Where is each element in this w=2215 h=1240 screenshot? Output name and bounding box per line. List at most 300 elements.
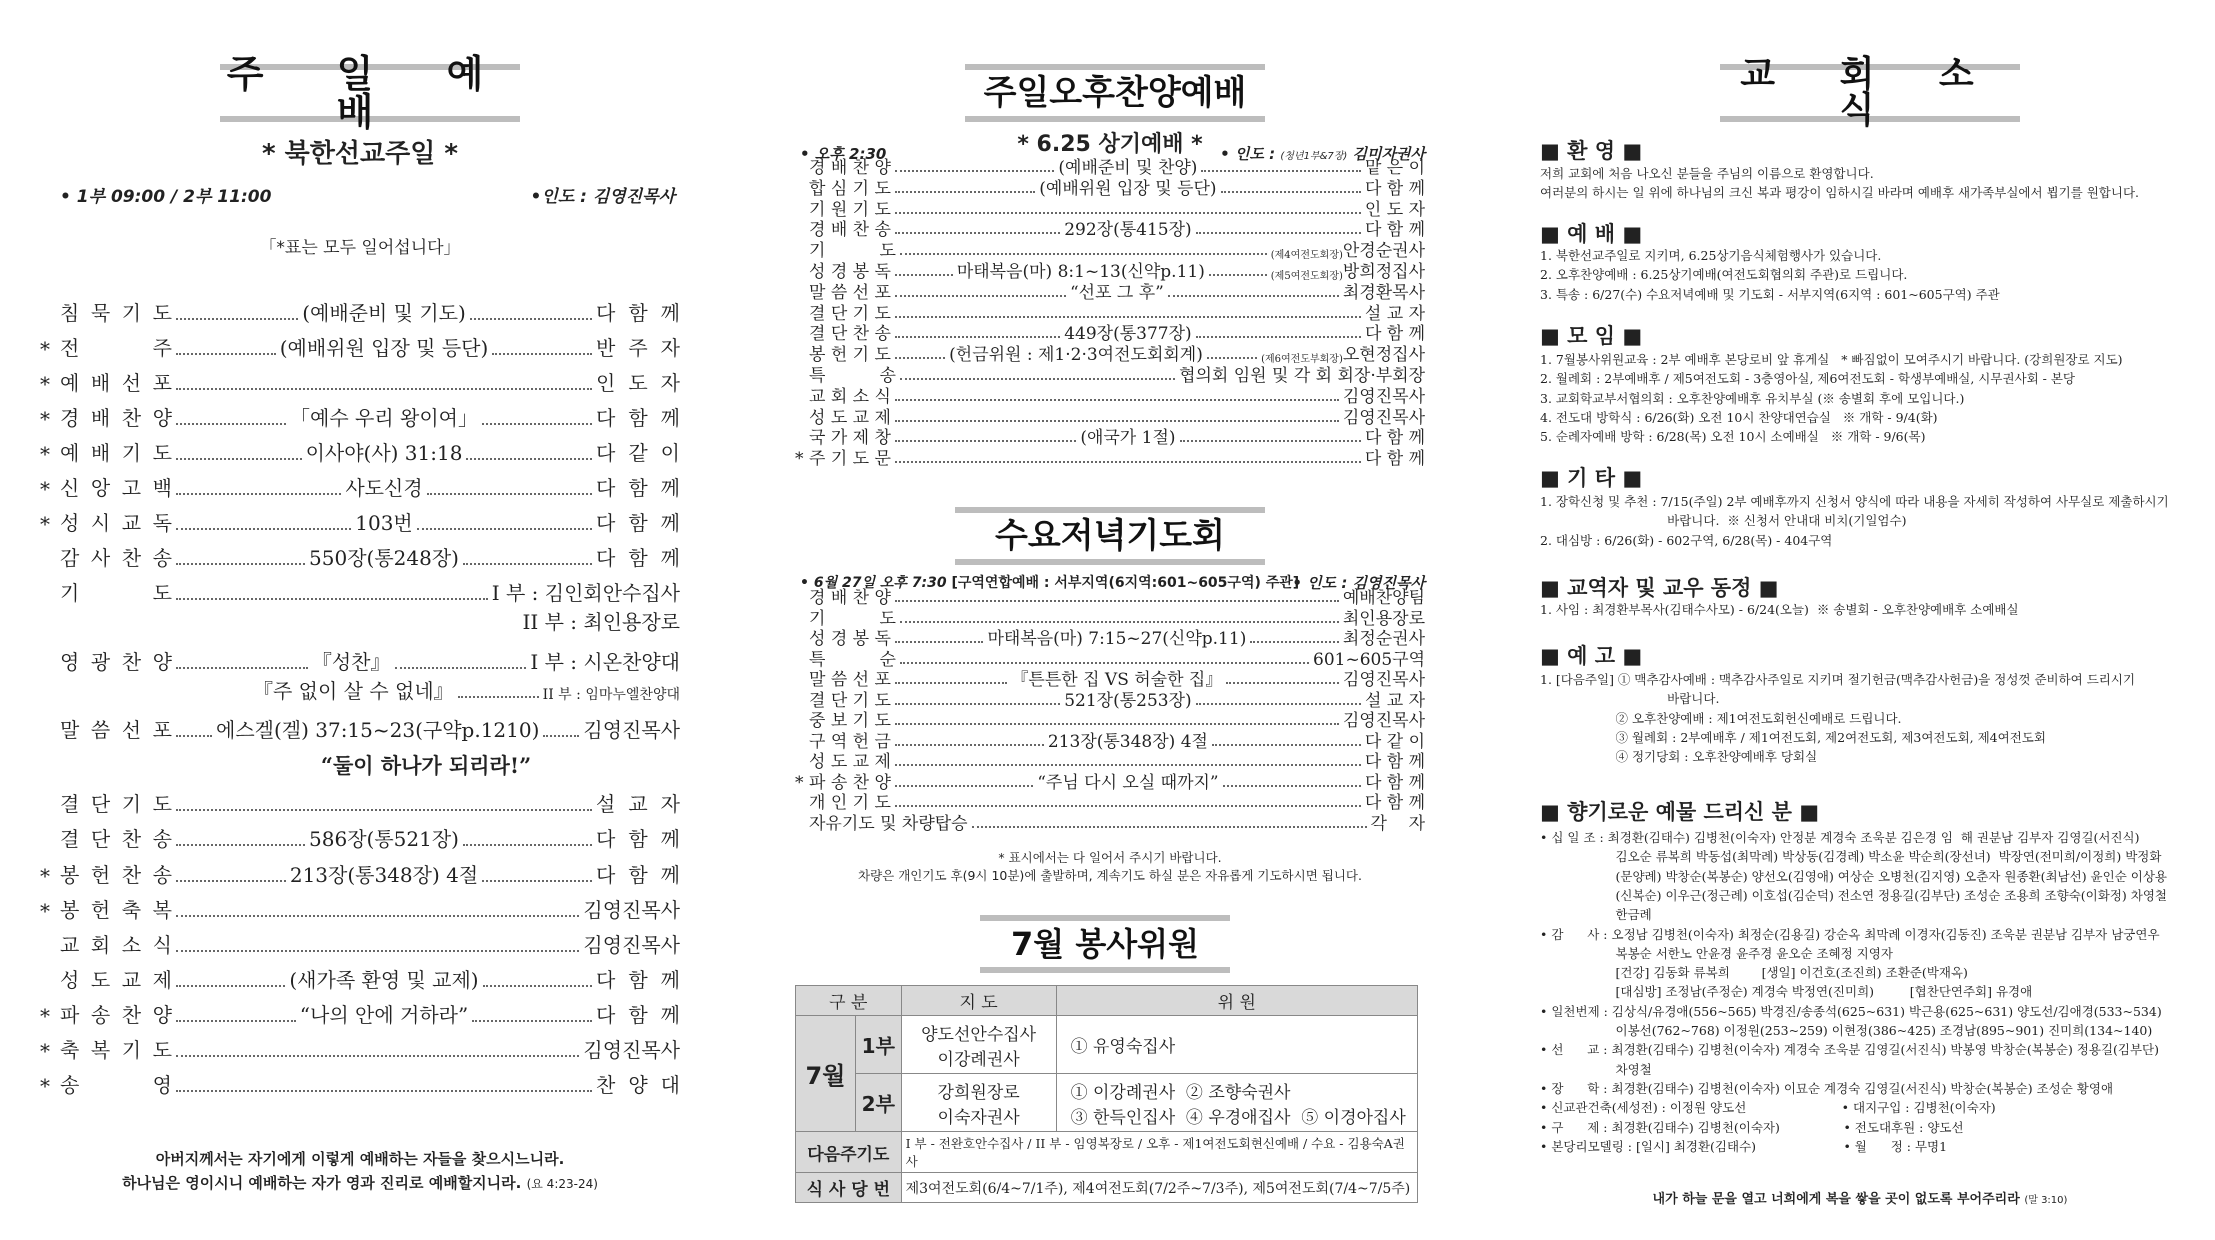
meal-duty-value: 제3여전도회(6/4~7/1주), 제4여전도회(7/2주~7/3주), 제5여전도회(7/4~7/5주)	[901, 1173, 1417, 1203]
leader-dots	[427, 493, 592, 495]
label-char: 축	[60, 1038, 80, 1062]
wednesday-note-2: 차량은 개인기도 후(9시 10분)에 출발하며, 계속기도 하실 분은 자유롭게 기도하시면 됩니다.	[858, 868, 1362, 883]
row-label: 기 도	[809, 608, 896, 629]
person-part: 양	[628, 1073, 648, 1097]
part1-leader-1: 양도선안수집사	[921, 1024, 1037, 1045]
row-content: (예배위원 입장 및 등단)	[279, 336, 489, 360]
person-part: 함	[628, 1003, 648, 1027]
header-leader: 지 도	[901, 986, 1056, 1016]
row-person: 협의회 임원 및 각 회 회장·부회장	[1179, 366, 1425, 386]
part2-cell: 2부	[856, 1074, 902, 1132]
label-char: 송	[152, 863, 172, 887]
person-part: 김영진목사	[583, 1038, 680, 1062]
service-row	[40, 473, 680, 501]
person-part: 함	[628, 406, 648, 430]
service-row	[40, 607, 680, 635]
person-part: 이	[660, 441, 680, 465]
person-part: 다	[596, 301, 616, 325]
label-char: 감	[60, 546, 80, 570]
leader-dots	[463, 563, 592, 565]
part1-cell: 1부	[856, 1016, 902, 1074]
row-mark: *	[40, 477, 50, 501]
row-content: “주님 다시 오실 때까지”	[1037, 772, 1219, 793]
person-part: 김영진목사	[583, 898, 680, 922]
label-char: 영	[152, 1073, 172, 1097]
row-person	[596, 472, 680, 501]
person-part: 다	[596, 827, 616, 851]
person-part: 김영진목사	[583, 933, 680, 957]
row-mark: *	[40, 442, 50, 466]
label-char: 침	[60, 301, 80, 325]
service-row	[40, 403, 680, 431]
label-char: 송	[152, 827, 172, 851]
row-label: 말 씀 선 포	[809, 670, 891, 690]
leader-dots	[895, 316, 1361, 318]
verse-line-2	[40, 1172, 680, 1193]
person-part: 함	[628, 511, 648, 535]
row-person	[596, 964, 680, 993]
row-mark: *	[40, 864, 50, 888]
label-char: 송	[90, 1003, 111, 1027]
row-label	[60, 646, 172, 675]
wednesday-title: 수요저녁기도회	[955, 507, 1265, 565]
label-char: 단	[90, 827, 111, 851]
leader-dots	[463, 844, 592, 846]
label-char: 기	[121, 441, 142, 465]
leader-dots	[176, 880, 286, 882]
row-label: 성 도 교 제	[809, 752, 891, 772]
section-line: • 십 일 조 : 최경환(김태수) 김병천(이숙자) 안정분 계경숙 조욱분 김은경 임 해 권분남 김부자 김영길(서진식)	[1540, 830, 2140, 845]
section-line: 한금례	[1540, 907, 1652, 923]
section-line: • 감 사 : 오정남 김병천(이숙자) 최정순(김용길) 강순옥 최막례 이경자(김동진) 조욱분 권분남 김부자 남궁연우	[1540, 926, 2160, 942]
label-char: 씀	[90, 718, 111, 742]
row-label	[60, 1034, 172, 1063]
row-content: 「예수 우리 왕이여」	[290, 406, 478, 430]
row-person	[596, 367, 680, 396]
label-char: 포	[152, 371, 172, 395]
leader-dots	[900, 378, 1175, 380]
row-label: 결 단 기 도	[809, 690, 891, 711]
leader-dots	[895, 212, 1361, 214]
section-heading: ■ 예 배 ■	[1540, 222, 1643, 246]
row-person: 맡 은 이	[1364, 158, 1426, 178]
row-label: 성 도 교 제	[809, 407, 891, 428]
label-char: 도	[152, 792, 172, 816]
meal-duty-label: 식 사 당 번	[796, 1173, 902, 1203]
leader-dots	[895, 703, 1060, 705]
leader-dots	[895, 357, 945, 359]
row-content: 586장(통521장)	[309, 827, 459, 851]
leader-dots	[895, 336, 1060, 338]
section-line: 김오순 류복희 박동섭(최막례) 박상동(김경례) 박소윤 박순희(장선녀) 박장연(전미희/이정희) 박정화	[1540, 849, 2162, 865]
person-part: 께	[660, 546, 680, 570]
section-line: 복봉순 서한노 안윤경 윤주경 윤오순 조혜정 지영자	[1540, 945, 1893, 961]
leader-dots	[895, 274, 953, 276]
verse-ref: (요 4:23-24)	[526, 1177, 598, 1191]
label-char: 결	[60, 827, 80, 851]
standing-note: 「*표는 모두 일어섭니다」	[259, 238, 461, 258]
section-line: 이봉선(762~768) 이정원(253~259) 이현정(386~425) 조경남(895~901) 진미희(134~140)	[1540, 1023, 2153, 1038]
label-char: 예	[60, 371, 80, 395]
row-label	[60, 1069, 172, 1098]
person-role: (제5여전도회장)	[1270, 271, 1343, 282]
row-person: 다 함 께	[1364, 220, 1426, 241]
section-line: 3. 특송 : 6/27(수) 수요저녁예배 및 기도회 - 서부지역(6지역 : 601~605구역) 주관	[1540, 286, 2000, 302]
service-row	[40, 438, 680, 466]
leader-dots	[176, 423, 286, 425]
wednesday-note-1: * 표시에서는 다 일어서 주시기 바랍니다.	[998, 850, 1222, 865]
label-char: 선	[121, 371, 142, 395]
row-content: (예배준비 및 찬양)	[1058, 158, 1198, 178]
row-label	[60, 823, 172, 852]
person-part: II 부 : 임마누엘찬양대	[542, 687, 680, 703]
row-content: 521장(통253장)	[1064, 690, 1192, 711]
label-char: 찬	[121, 650, 142, 674]
row-person	[596, 999, 680, 1028]
service-row	[40, 333, 680, 361]
part2-members-2: ③ 한득인집사 ④ 우경애집사 ⑤ 이경아집사	[1070, 1107, 1406, 1128]
service-row	[795, 449, 1425, 469]
row-label	[60, 332, 172, 361]
row-label: 결 단 찬 송	[809, 324, 891, 345]
label-char: 영	[60, 650, 80, 674]
row-person	[522, 606, 680, 635]
label-char: 교	[121, 968, 142, 992]
service-row	[40, 715, 680, 743]
leader-dots	[492, 353, 592, 355]
leader-dots	[1201, 170, 1361, 172]
section-line: 2. 오후찬양예배 : 6.25상기예배(여전도회협의회 주관)로 드립니다.	[1540, 267, 1908, 283]
person-part: 김영진목사	[583, 718, 680, 742]
service-row	[40, 508, 680, 536]
section-line: 저희 교회에 처음 나오신 분들을 주님의 이름으로 환영합니다.	[1540, 166, 1874, 181]
row-person	[596, 437, 680, 466]
section-line: 1. 7월봉사위원교육 : 2부 예배후 본당로비 앞 휴게실 * 빠짐없이 모여주시기 바랍니다. (강희원장로 지도)	[1540, 352, 2123, 367]
row-person: 다 함 께	[1364, 324, 1426, 345]
label-char: 봉	[60, 863, 80, 887]
label-char: 성	[60, 968, 80, 992]
person-part: 다	[596, 968, 616, 992]
label-char: 헌	[90, 863, 111, 887]
row-label: 기 원 기 도	[809, 199, 891, 220]
footer-text: 내가 하늘 문을 열고 너희에게 복을 쌓을 곳이 없도록 부어주리라	[1652, 1192, 2020, 1207]
person-part: I 부 : 김인회	[491, 581, 603, 605]
row-mark: *	[40, 407, 50, 431]
person-part: 함	[628, 968, 648, 992]
part1-leader-2: 이강례권사	[937, 1049, 1020, 1070]
person-part: 다	[596, 511, 616, 535]
row-person	[596, 507, 680, 536]
label-char: 찬	[121, 1003, 142, 1027]
leader-dots	[176, 985, 285, 987]
label-char: 고	[121, 476, 142, 500]
row-content: 『튼튼한 집 VS 허술한 집』	[1011, 670, 1223, 690]
label-char: 선	[121, 718, 142, 742]
row-mark: *	[795, 772, 804, 793]
label-char: 도	[90, 968, 111, 992]
label-char: 제	[152, 968, 172, 992]
label-char: 광	[90, 650, 111, 674]
leader-dots	[895, 600, 1339, 602]
person-part: II 부 : 최인용장로	[522, 610, 680, 634]
leader-dots	[176, 667, 308, 669]
row-person: 김영진목사	[1342, 386, 1425, 407]
label-char: 기	[121, 792, 142, 816]
section-line: 차영철	[1540, 1061, 1652, 1077]
label-char: 회	[90, 933, 111, 957]
person-part: 같	[628, 441, 648, 465]
leader-dots	[895, 744, 1044, 746]
row-person	[596, 788, 680, 817]
row-person	[596, 297, 680, 326]
row-label	[60, 542, 172, 571]
service-row	[40, 298, 680, 326]
row-person	[596, 402, 680, 431]
person-part: 다	[596, 863, 616, 887]
leader-dots	[483, 985, 592, 987]
row-label: 경 배 찬 양	[809, 158, 891, 178]
person-part: 함	[628, 863, 648, 887]
service-row	[40, 543, 680, 571]
section-line: 2. 월례회 : 2부예배후 / 제5여전도회 - 3층영아실, 제6여전도회 - 학생부예배실, 시무권사회 - 본당	[1540, 371, 2075, 387]
section-line: 5. 순례자예배 방학 : 6/28(목) 오전 10시 소예배실 ※ 개학 - 9/6(목)	[1540, 429, 1926, 445]
leader-dots	[1196, 336, 1361, 338]
section-line: 2. 대심방 : 6/26(화) - 602구역, 6/28(목) - 404구역	[1540, 532, 1833, 548]
leader-dots	[176, 950, 579, 952]
leader-label: • 인도 :	[1220, 145, 1281, 163]
row-mark: *	[40, 899, 50, 923]
section-line: 여러분의 하시는 일 위에 하나님의 크신 복과 평강이 임하시길 바라며 예배후 새가족부실에서 뵙기를 원합니다.	[1540, 185, 2140, 201]
footer-verse	[1540, 1188, 2180, 1207]
person-part: 인	[596, 371, 616, 395]
leader-dots	[482, 880, 592, 882]
label-char: 송	[152, 546, 172, 570]
leader-dots	[466, 458, 592, 460]
row-mark: *	[40, 512, 50, 536]
leader-dots	[417, 528, 592, 530]
label-char: 도	[152, 1038, 172, 1062]
afternoon-worship-column	[795, 0, 1425, 1240]
row-content: 이사야(사) 31:18	[305, 441, 463, 465]
leader-dots	[895, 232, 1060, 234]
row-content: 『주 없이 살 수 없네』	[253, 679, 454, 703]
leader-dots	[895, 461, 1361, 463]
row-person	[543, 684, 680, 704]
section-line: [대심방] 조정남(주정순) 계경숙 박정연(진미희) [협찬단연주회] 유경애	[1540, 984, 2033, 1000]
person-part: 께	[660, 406, 680, 430]
part1-leaders	[901, 1016, 1056, 1074]
row-person: 최정순권사	[1342, 629, 1426, 649]
label-char: 소	[121, 933, 142, 957]
label-char: 양	[152, 650, 172, 674]
person-part: 함	[628, 301, 648, 325]
row-content: 550장(통248장)	[309, 546, 459, 570]
verse-text: 하나님은 영이시니 예배하는 자가 영과 진리로 예배할지니라.	[122, 1174, 522, 1192]
label-char: 복	[152, 898, 172, 922]
label-char: 독	[152, 511, 172, 535]
volunteer-table	[795, 985, 1418, 1203]
label-char: 교	[60, 933, 80, 957]
row-label: 성 경 봉 독	[809, 262, 891, 282]
row-label	[60, 714, 172, 743]
leader-dots	[1209, 274, 1267, 276]
leader-dots	[176, 388, 592, 390]
verse-line-1: 아버지께서는 자기에게 이렇게 예배하는 자들을 찾으시느니라.	[155, 1150, 565, 1168]
row-content: 마태복음(마) 7:15~27(신약p.11)	[987, 629, 1247, 649]
label-char: 배	[90, 441, 111, 465]
service-row	[795, 814, 1425, 834]
service-row	[40, 930, 680, 958]
afternoon-subtitle: * 6.25 상기예배 *	[1017, 132, 1203, 157]
person-role: (제4여전도회장)	[1270, 250, 1343, 262]
leader-group: (청년1부&7장)	[1280, 151, 1348, 162]
row-person: 다 함 께	[1364, 428, 1426, 449]
section-line: [건강] 김동화 류복희 [생일] 이건호(조진희) 조환준(박재옥)	[1540, 965, 1968, 981]
person-part: 다	[596, 476, 616, 500]
leader-dots	[1196, 232, 1361, 234]
section-line: (문양례) 박창순(복봉순) 양선오(김영애) 여상순 오병천(김지영) 오춘자 원종환(최남선) 윤인순 이상용	[1540, 868, 2167, 884]
section-line: • 본당리모델링 : [일시] 최경환(김태수) • 월 정 : 무명1	[1540, 1138, 1948, 1154]
leader-dots	[895, 440, 1076, 442]
row-person: 김영진목사	[1342, 670, 1426, 690]
section-heading: ■ 예 고 ■	[1540, 644, 1643, 668]
row-content: 449장(통377장)	[1064, 324, 1192, 345]
section-line: • 구 제 : 최경환(김태수) 김병천(이숙자) • 전도대후원 : 양도선	[1540, 1119, 1964, 1135]
part2-leaders	[901, 1074, 1056, 1132]
leader-dots	[900, 621, 1339, 623]
person-part: 자	[660, 792, 680, 816]
label-char: 축	[121, 898, 142, 922]
row-person: 설 교 자	[1364, 303, 1425, 324]
leader-dots	[472, 1020, 592, 1022]
label-char: 기	[121, 1038, 142, 1062]
label-char: 식	[152, 933, 172, 957]
leader-dots	[176, 735, 212, 737]
leader-dots	[1168, 295, 1339, 297]
person-part: 찬	[596, 1073, 616, 1097]
label-char: 주	[152, 336, 172, 360]
label-char: 시	[90, 511, 111, 535]
label-char: 찬	[121, 827, 142, 851]
person-part: 께	[660, 476, 680, 500]
row-label	[60, 999, 172, 1028]
label-char: 포	[152, 718, 172, 742]
label-char: 예	[60, 441, 80, 465]
leader-dots	[176, 528, 351, 530]
part2-leader-1: 강희원장로	[937, 1082, 1020, 1103]
row-label: 주 기 도 문	[809, 449, 891, 470]
label-char: 봉	[60, 898, 80, 922]
leader-dots	[176, 353, 276, 355]
row-person: 김영진목사	[1342, 407, 1425, 428]
row-label: 개 인 기 도	[809, 793, 891, 813]
label-char: 교	[121, 511, 142, 535]
service-row	[40, 860, 680, 888]
row-person: 601~605구역	[1313, 649, 1425, 670]
footer-ref: (말 3:10)	[2024, 1195, 2068, 1206]
service-row	[40, 676, 680, 704]
person-part: 함	[628, 827, 648, 851]
person-part: 자	[660, 371, 680, 395]
leader-dots	[176, 844, 305, 846]
person-part: 함	[628, 546, 648, 570]
section-line: • 장 학 : 최경환(김태수) 김병천(이숙자) 이묘순 계경숙 김영길(서진식) 박창순(복봉순) 조성순 황영애	[1540, 1080, 2114, 1096]
label-char: 복	[90, 1038, 111, 1062]
row-mark: *	[40, 1074, 50, 1098]
wednesday-region: [구역연합예배 : 서부지역(6지역:601~605구역) 주관]	[951, 575, 1300, 591]
label-char: 헌	[90, 898, 111, 922]
person-part: 다	[596, 406, 616, 430]
row-person	[583, 929, 680, 958]
leader-dots	[895, 420, 1339, 422]
section-line: ② 오후찬양예배 : 제1여전도회헌신예배로 드립니다.	[1540, 710, 1902, 726]
label-char: 배	[90, 371, 111, 395]
row-label: 파 송 찬 양	[809, 772, 891, 793]
person-part: 안수집사	[602, 581, 680, 605]
month-cell: 7월	[796, 1016, 856, 1132]
row-label: 봉 헌 기 도	[809, 345, 891, 366]
section-heading: ■ 기 타 ■	[1540, 466, 1643, 490]
row-content: “나의 안에 거하라”	[299, 1003, 469, 1027]
section-heading: ■ 향기로운 예물 드리신 분 ■	[1540, 800, 1820, 824]
person-part: 함	[628, 476, 648, 500]
section-line: • 선 교 : 최경환(김태수) 김병천(이숙자) 계경숙 조욱분 김영길(서진식) 박봉영 박창순(복봉순) 정용길(김부단)	[1540, 1042, 2160, 1058]
label-char: 묵	[90, 301, 111, 325]
row-person	[596, 332, 680, 361]
person-part: 께	[660, 301, 680, 325]
row-person: 다 함 께	[1364, 449, 1425, 470]
row-person: 예배찬양팀	[1342, 588, 1425, 608]
leader-dots	[895, 785, 1033, 787]
row-content: 에스겔(겔) 37:15~23(구약p.1210)	[216, 718, 540, 742]
leader-dots	[176, 563, 305, 565]
leader-dots	[895, 764, 1361, 766]
label-char: 단	[90, 792, 111, 816]
leader-dots	[482, 423, 592, 425]
section-line: 1. 사임 : 최경환부목사(김태수사모) - 6/24(오늘) ※ 송별회 - 오후찬양예배후 소예배실	[1540, 602, 2019, 617]
person-part: 께	[660, 1003, 680, 1027]
leader-dots	[895, 723, 1339, 725]
row-content: 213장(통348장) 4절	[289, 863, 479, 887]
person-part: 도	[628, 371, 648, 395]
leader-dots	[895, 682, 1008, 684]
label-char: 찬	[121, 546, 142, 570]
row-label	[60, 297, 172, 326]
row-person: 다 함 께	[1364, 178, 1426, 199]
wednesday-leader: • 인도 : 김영진목사	[1292, 574, 1425, 592]
row-content: 103번	[355, 511, 413, 535]
row-label	[60, 577, 172, 606]
label-char: 도	[152, 441, 172, 465]
afternoon-time: • 오후 2:30	[800, 145, 887, 163]
person-part: 께	[660, 968, 680, 992]
leader-dots	[1226, 682, 1339, 684]
leader-dots	[176, 1020, 296, 1022]
section-line: • 신교관건축(세성전) : 이정원 양도선 • 대지구입 : 김병천(이숙자)	[1540, 1100, 1996, 1116]
leader-dots	[895, 641, 984, 643]
row-person	[583, 1034, 680, 1063]
label-char: 도	[152, 301, 172, 325]
section-heading: ■ 모 임 ■	[1540, 324, 1643, 348]
service-row	[40, 1035, 680, 1063]
row-label	[60, 964, 172, 993]
service-row	[40, 895, 680, 923]
label-char: 찬	[121, 406, 142, 430]
row-label: 구 역 헌 금	[809, 731, 891, 752]
row-content: 292장(통415장)	[1064, 220, 1192, 241]
leader-dots	[895, 170, 1055, 172]
row-label: 자유기도 및 차량탑승	[809, 813, 968, 834]
